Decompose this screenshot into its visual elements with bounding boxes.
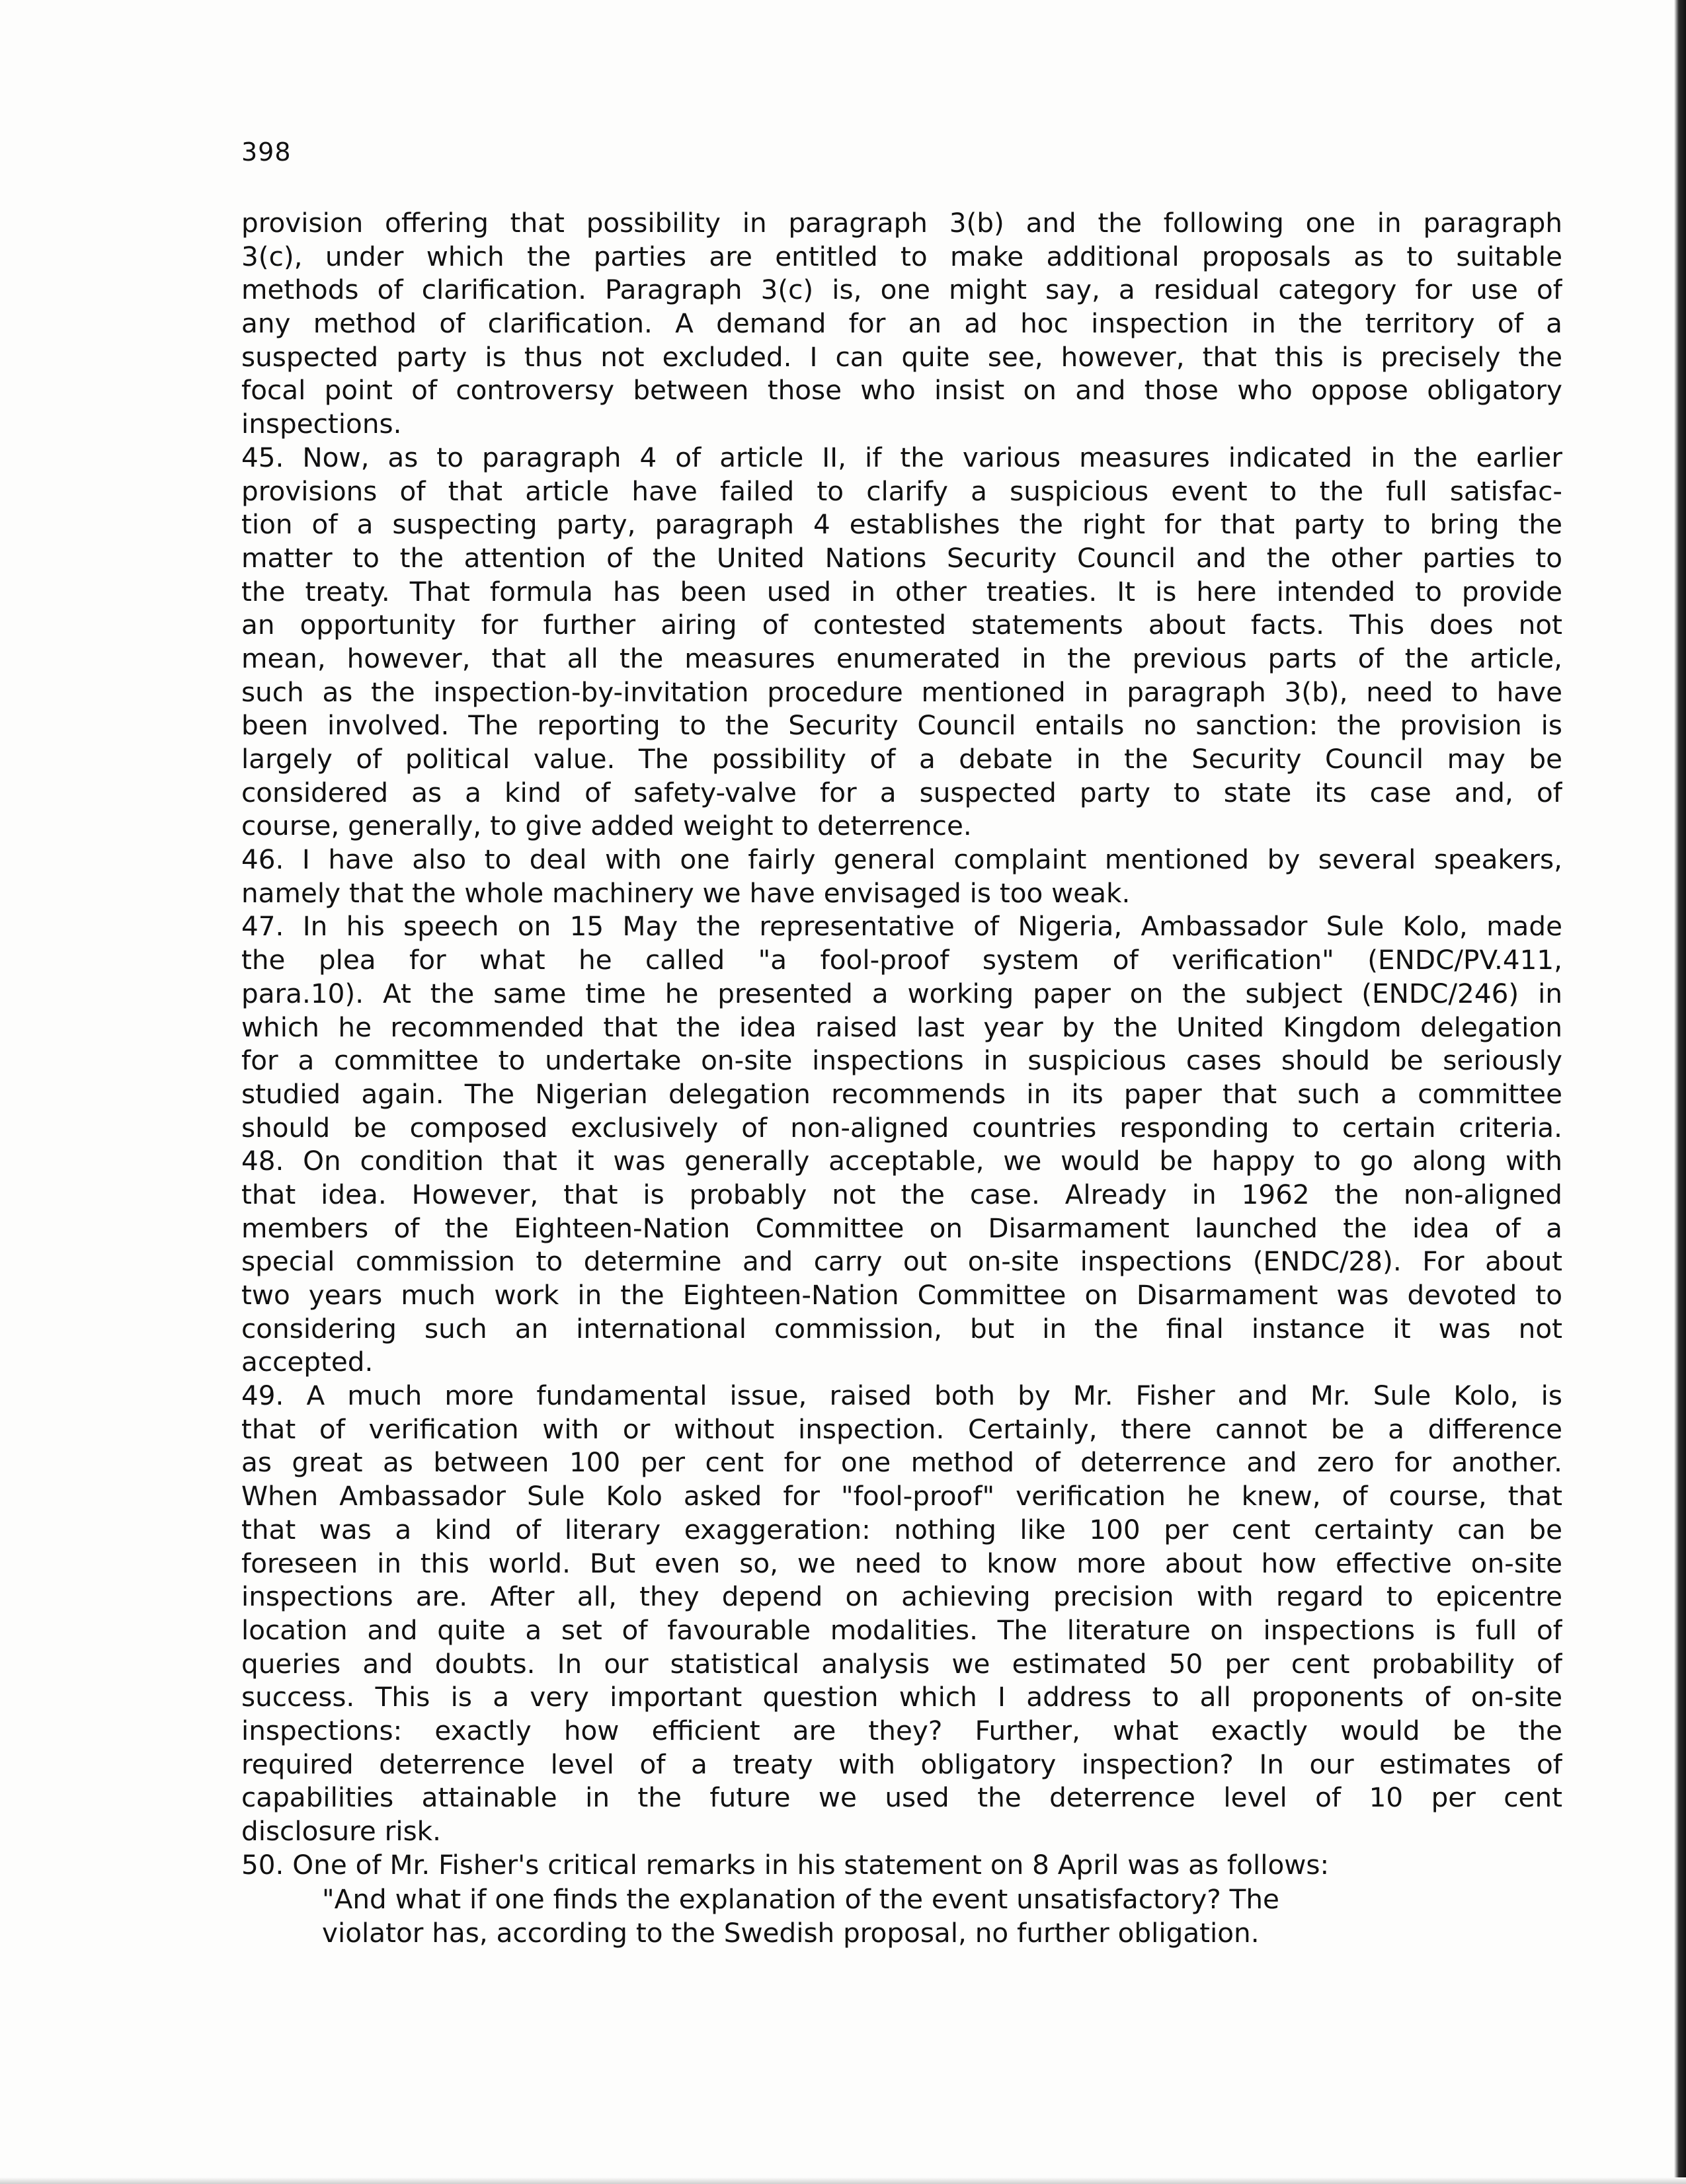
text-line: tion of a suspecting party, paragraph 4 establishes the right for that party to bring the <box>241 508 1562 541</box>
paragraph-45 <box>241 441 1562 843</box>
text-line: that of verification with or without inspection. Certainly, there cannot be a difference <box>241 1413 1562 1445</box>
text-line: para.10). At the same time he presented a working paper on the subject (ENDC/246) in <box>241 977 1562 1009</box>
text-line: success. This is a very important question which I address to all proponents of on-site <box>241 1681 1562 1713</box>
text-line: location and quite a set of favourable modalities. The literature on inspections is full of <box>241 1614 1562 1646</box>
quote-line: violator has, according to the Swedish proposal, no further obligation. <box>322 1916 1260 1949</box>
text-line: inspections: exactly how efficient are they? Further, what exactly would be the <box>241 1714 1562 1746</box>
text-line: studied again. The Nigerian delegation recommends in its paper that such a committee <box>241 1077 1562 1110</box>
text-line: foreseen in this world. But even so, we need to know more about how effective on-site <box>241 1547 1562 1579</box>
text-line: capabilities attainable in the future we used the deterrence level of 10 per cent <box>241 1781 1562 1814</box>
text-line: 48. On condition that it was generally acceptable, we would be happy to go along with <box>241 1145 1562 1177</box>
body-text <box>241 206 1562 1881</box>
quote-line: "And what if one finds the explanation of the event unsatisfactory? The <box>322 1883 1279 1915</box>
text-line: 3(c), under which the parties are entitled to make additional proposals as to suitable <box>241 240 1562 272</box>
text-line: such as the inspection-by-invitation procedure mentioned in paragraph 3(b), need to have <box>241 676 1562 708</box>
text-line: considering such an international commission, but in the final instance it was not <box>241 1312 1562 1345</box>
text-line: as great as between 100 per cent for one method of deterrence and zero for another. <box>241 1446 1562 1479</box>
text-line: considered as a kind of safety-valve for a suspected party to state its case and, of <box>241 776 1562 808</box>
text-line: that was a kind of literary exaggeration: nothing like 100 per cent certainty can be <box>241 1513 1562 1545</box>
text-line: 45. Now, as to paragraph 4 of article II, if the various measures indicated in the earlier <box>241 441 1562 473</box>
text-line: 50. One of Mr. Fisher's critical remarks in his statement on 8 April was as follows: <box>241 1848 1330 1881</box>
paragraph-continuation <box>241 206 1562 441</box>
text-line: required deterrence level of a treaty with obligatory inspection? In our estimates of <box>241 1748 1562 1780</box>
page-number: 398 <box>241 137 292 167</box>
text-line: for a committee to undertake on-site inspections in suspicious cases should be seriously <box>241 1044 1562 1077</box>
paragraph-46 <box>241 843 1562 910</box>
text-line: which he recommended that the idea raised last year by the United Kingdom delegation <box>241 1011 1562 1043</box>
text-line: provisions of that article have failed to clarify a suspicious event to the full satisfac- <box>241 475 1562 507</box>
text-line: course, generally, to give added weight to deterrence. <box>241 810 972 842</box>
text-line: focal point of controversy between those who insist on and those who oppose obligatory <box>241 374 1562 407</box>
text-line: matter to the attention of the United Nations Security Council and the other parties to <box>241 541 1562 574</box>
text-line: the treaty. That formula has been used in other treaties. It is here intended to provide <box>241 575 1562 607</box>
text-line: mean, however, that all the measures enumerated in the previous parts of the article, <box>241 642 1562 674</box>
text-line: 47. In his speech on 15 May the representative of Nigeria, Ambassador Sule Kolo, made <box>241 910 1562 943</box>
block-quote <box>322 1883 1492 1949</box>
text-line: 46. I have also to deal with one fairly general complaint mentioned by several speakers, <box>241 843 1562 876</box>
text-line: inspections. <box>241 408 402 440</box>
text-line: the plea for what he called "a fool-proof system of verification" (ENDC/PV.411, <box>241 944 1562 976</box>
text-line: that idea. However, that is probably not the case. Already in 1962 the non-aligned <box>241 1178 1562 1210</box>
text-line: should be composed exclusively of non-aligned countries responding to certain criteria. <box>241 1111 1562 1144</box>
text-line: an opportunity for further airing of contested statements about facts. This does not <box>241 609 1562 641</box>
text-line: members of the Eighteen-Nation Committee on Disarmament launched the idea of a <box>241 1212 1562 1244</box>
page-bottom-edge <box>0 2177 1686 2184</box>
text-line: When Ambassador Sule Kolo asked for "fool-proof" verification he knew, of course, that <box>241 1480 1562 1512</box>
text-line: two years much work in the Eighteen-Nation Committee on Disarmament was devoted to <box>241 1279 1562 1311</box>
text-line: accepted. <box>241 1346 374 1378</box>
text-line: largely of political value. The possibility of a debate in the Security Council may be <box>241 743 1562 775</box>
text-line: any method of clarification. A demand for an ad hoc inspection in the territory of a <box>241 307 1562 340</box>
paragraph-50 <box>241 1848 1562 1882</box>
paragraph-48 <box>241 1144 1562 1379</box>
text-line: 49. A much more fundamental issue, raised both by Mr. Fisher and Mr. Sule Kolo, is <box>241 1380 1562 1412</box>
paragraph-47 <box>241 910 1562 1144</box>
text-line: provision offering that possibility in paragraph 3(b) and the following one in paragraph <box>241 207 1562 239</box>
text-line: special commission to determine and carry out on-site inspections (ENDC/28). For about <box>241 1245 1562 1278</box>
text-line: methods of clarification. Paragraph 3(c) is, one might say, a residual category for use of <box>241 274 1562 306</box>
text-line: been involved. The reporting to the Security Council entails no sanction: the provision is <box>241 709 1562 742</box>
paragraph-49 <box>241 1379 1562 1848</box>
text-line: namely that the whole machinery we have envisaged is too weak. <box>241 877 1131 909</box>
text-line: suspected party is thus not excluded. I can quite see, however, that this is precisely the <box>241 340 1562 373</box>
page-edge-shadow <box>1674 0 1686 2184</box>
text-line: disclosure risk. <box>241 1815 442 1847</box>
text-line: inspections are. After all, they depend on achieving precision with regard to epicentre <box>241 1580 1562 1613</box>
text-line: queries and doubts. In our statistical analysis we estimated 50 per cent probability of <box>241 1647 1562 1680</box>
